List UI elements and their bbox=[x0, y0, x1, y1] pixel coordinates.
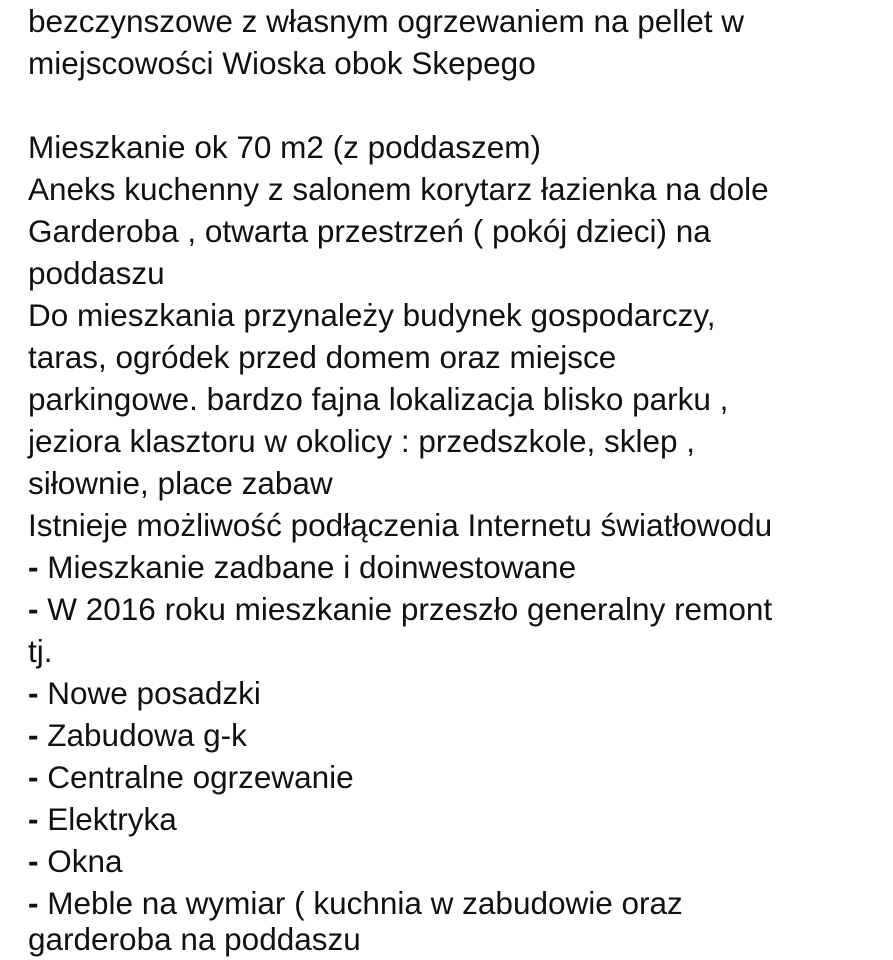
bullet-dash: - bbox=[28, 843, 39, 879]
list-item-text: Mieszkanie zadbane i doinwestowane bbox=[47, 549, 577, 585]
bullet-dash: - bbox=[28, 549, 39, 585]
list-item-text: Elektryka bbox=[47, 801, 177, 837]
list-item-text: Nowe posadzki bbox=[47, 675, 261, 711]
list-item-text: Okna bbox=[47, 843, 123, 879]
text-line: taras, ogródek przed domem oraz miejsce bbox=[28, 339, 617, 375]
bullet-dash: - bbox=[28, 885, 39, 921]
list-item bbox=[28, 756, 354, 798]
list-item-text: W 2016 roku mieszkanie przeszło generalny remont bbox=[47, 591, 773, 627]
list-item bbox=[28, 840, 123, 882]
list-item bbox=[28, 798, 177, 840]
list-item bbox=[28, 546, 576, 588]
list-item bbox=[28, 714, 247, 756]
text-line: garderoba na poddaszu bbox=[28, 921, 361, 957]
text-line: parkingowe. bardzo fajna lokalizacja blisko parku , bbox=[28, 381, 729, 417]
bullet-dash: - bbox=[28, 759, 39, 795]
text-line: bezczynszowe z własnym ogrzewaniem na pellet w bbox=[28, 3, 745, 39]
bullet-dash: - bbox=[28, 801, 39, 837]
list-item-text: Meble na wymiar ( kuchnia w zabudowie oraz bbox=[47, 885, 683, 921]
bullet-dash: - bbox=[28, 717, 39, 753]
text-line: poddaszu bbox=[28, 255, 165, 291]
text-line: Garderoba , otwarta przestrzeń ( pokój dzieci) na bbox=[28, 213, 711, 249]
list-item-text: Zabudowa g-k bbox=[47, 717, 247, 753]
text-line: Mieszkanie ok 70 m2 (z poddaszem) bbox=[28, 129, 541, 165]
bullet-dash: - bbox=[28, 591, 39, 627]
text-line: miejscowości Wioska obok Skepego bbox=[28, 45, 536, 81]
text-line: Aneks kuchenny z salonem korytarz łazienka na dole bbox=[28, 171, 769, 207]
text-line: tj. bbox=[28, 633, 53, 669]
list-item-text: Centralne ogrzewanie bbox=[47, 759, 354, 795]
bullet-dash: - bbox=[28, 675, 39, 711]
text-line: Istnieje możliwość podłączenia Internetu światłowodu bbox=[28, 507, 773, 543]
list-item bbox=[28, 588, 772, 630]
text-line: Do mieszkania przynależy budynek gospodarczy, bbox=[28, 297, 716, 333]
list-item bbox=[28, 672, 261, 714]
text-line: siłownie, place zabaw bbox=[28, 465, 333, 501]
text-line: jeziora klasztoru w okolicy : przedszkole, sklep , bbox=[28, 423, 696, 459]
